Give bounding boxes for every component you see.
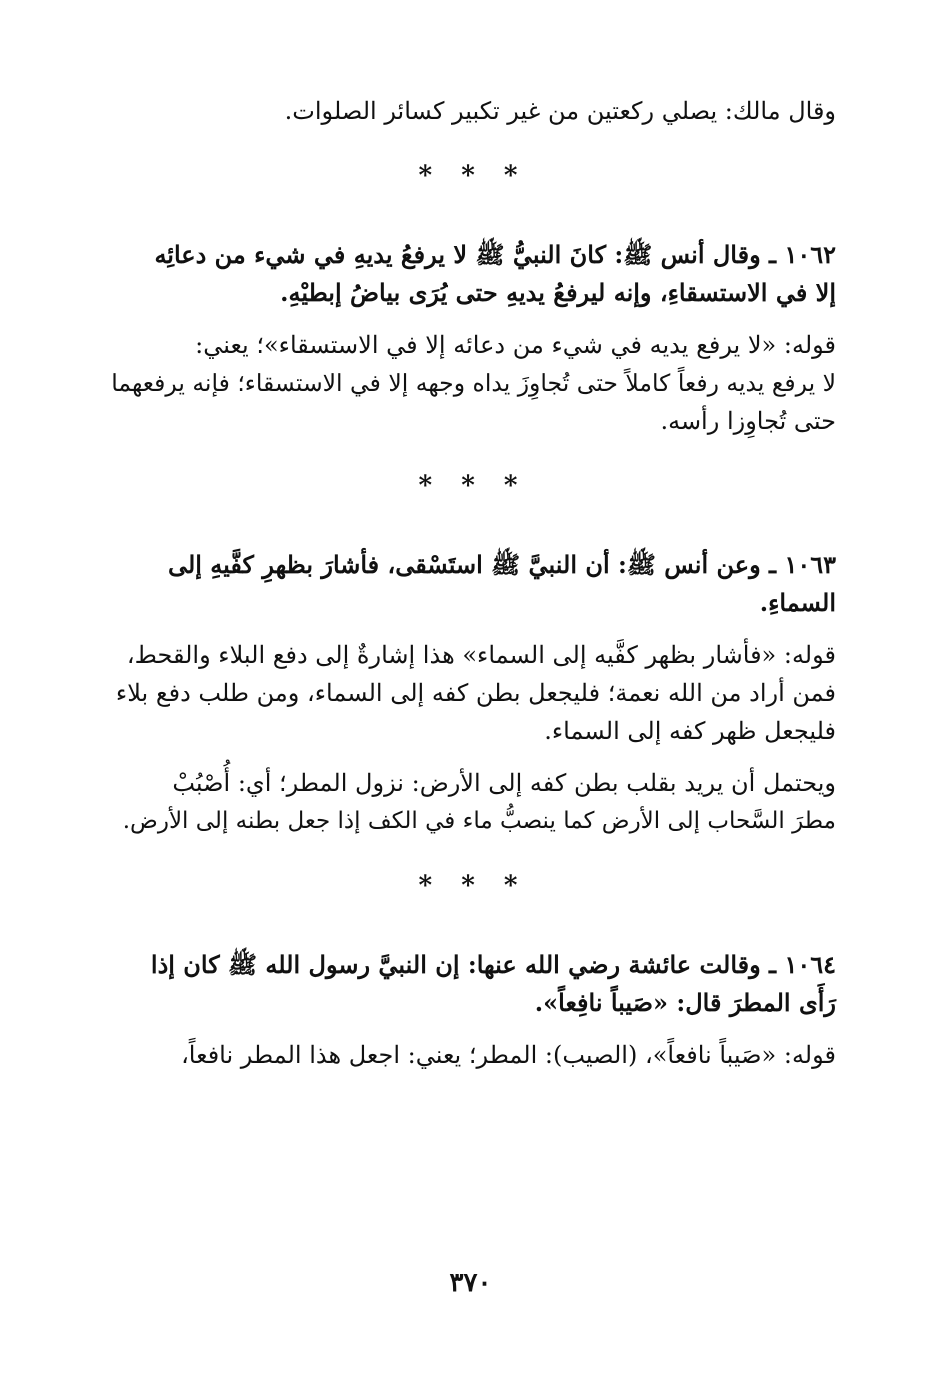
intro-line: وقال مالك: يصلي ركعتين من غير تكبير كسائر الصلوات. <box>284 97 836 125</box>
hadith-1063-line: ١٠٦٣ ـ وعن أنس ﷺ: أن النبيَّ ﷺ استَسْقى، فأشارَ بظهرِ كفَّيهِ إلى <box>167 550 836 579</box>
hadith-1064-line: ١٠٦٤ ـ وقالت عائشة رضي الله عنها: إن النبيَّ رسول الله ﷺ كان إذا <box>150 950 836 979</box>
commentary-1063-line: ويحتمل أن يريد بقلب بطن كفه إلى الأرض: نزول المطر؛ أي: أُصْبُبْ <box>172 769 836 797</box>
section-separator: * * * <box>418 871 528 901</box>
hadith-1062 <box>110 236 836 312</box>
page-body <box>110 92 836 1074</box>
commentary-1063-line: فليجعل ظهر كفه إلى السماء. <box>544 717 836 745</box>
hadith-1063-line: السماءِ. <box>759 588 836 617</box>
section-separator: * * * <box>418 471 528 501</box>
commentary-1063-line: قوله: «فأشار بظهر كفَّيه إلى السماء» هذا إشارةٌ إلى دفع البلاء والقحط، <box>126 641 836 669</box>
commentary-1062-line: حتى تُجاوِزا رأسه. <box>660 407 836 435</box>
commentary-1063-line: مطرَ السَّحاب إلى الأرض كما ينصبُّ ماء في الكف إذا جعل بطنه إلى الأرض. <box>122 808 836 834</box>
commentary-1062-line: لا يرفع يديه رفعاً كاملاً حتى تُجاوِزَ يداه وجهه إلا في الاستسقاء؛ فإنه يرفعهما <box>111 369 836 397</box>
hadith-1063 <box>110 546 836 622</box>
hadith-1062-line: ١٠٦٢ ـ وقال أنس ﷺ: كانَ النبيُّ ﷺ لا يرفعُ يديهِ في شيء من دعائِه <box>154 240 836 269</box>
hadith-1064-line: رَأَى المطرَ قال: «صَيباً نافِعاً». <box>534 988 836 1017</box>
commentary-1063-line: فمن أراد من الله نعمة؛ فليجعل بطن كفه إلى السماء، ومن طلب دفع بلاء <box>115 679 836 707</box>
commentary-1063 <box>110 636 836 840</box>
hadith-1062-line: إلا في الاستسقاءِ، وإنه ليرفعُ يديهِ حتى يُرَى بياضُ إبطيْهِ. <box>280 278 836 307</box>
section-separator: * * * <box>418 161 528 191</box>
hadith-1064 <box>110 946 836 1022</box>
page-number: ٣٧٠ <box>449 1268 492 1298</box>
commentary-1064-line: قوله: «صَيباً نافعاً»، (الصيب): المطر؛ يعني: اجعل هذا المطر نافعاً، <box>181 1041 836 1069</box>
commentary-1064 <box>110 1036 836 1074</box>
commentary-1062-line: قوله: «لا يرفع يديه في شيء من دعائه إلا في الاستسقاء»؛ يعني: <box>195 331 836 359</box>
commentary-1062 <box>110 326 836 440</box>
